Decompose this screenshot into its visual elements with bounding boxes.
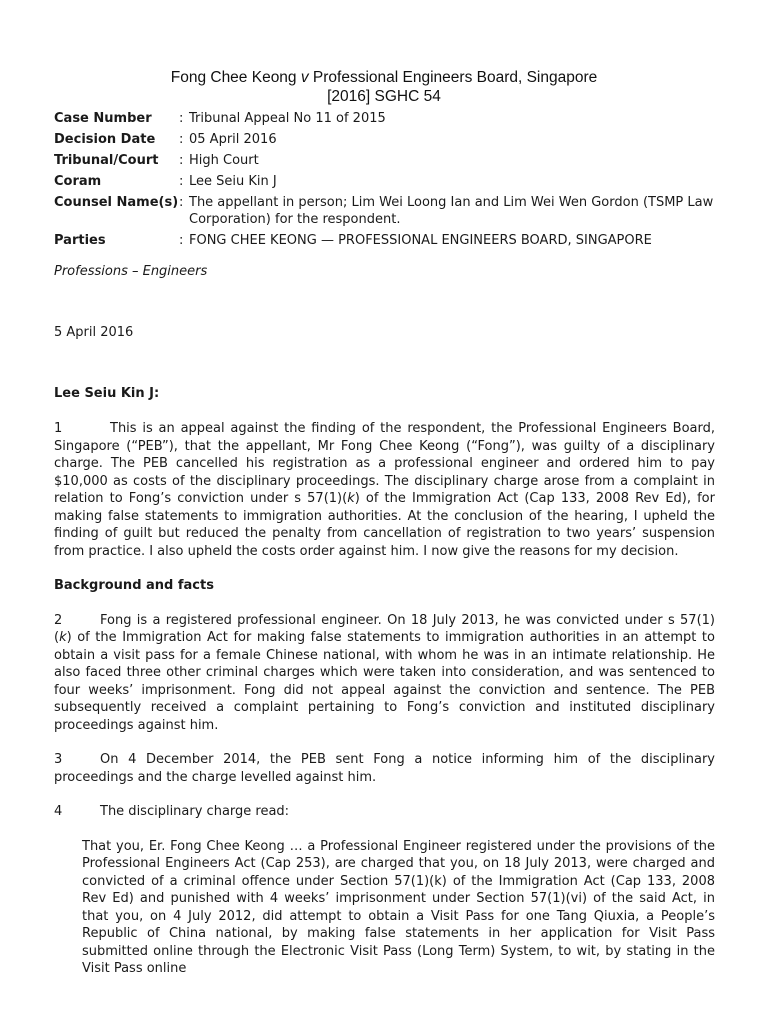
- judge-name: Lee Seiu Kin J:: [54, 386, 160, 401]
- case-metadata: [54, 110, 724, 253]
- paragraph-1: 1 This is an appeal against the finding of the respondent, the Professional Engineers Board, Singapore (“PEB”), that the appellant, Mr Fong Chee Keong (“Fong”), was guilty of a disciplinary charge. The PEB cancelled his registration as a professional engineer and ordered him to pay $10,000 as costs of the disciplinary proceedings. The disciplinary charge arose from a complaint in relation to Fong’s conviction under s 57(1)(k) of the Immigration Act (Cap 133, 2008 Rev Ed), for making false statements to immigration authorities. At the conclusion of the hearing, I upheld the finding of guilt but reduced the penalty from cancellation of registration to two years’ suspension from practice. I also upheld the costs order against him. I now give the reasons for my decision.: [54, 421, 715, 559]
- paragraph-4: 4 The disciplinary charge read:: [54, 804, 290, 819]
- charge-quote: That you, Er. Fong Chee Keong … a Professional Engineer registered under the provisions of the Professional Engineers Act (Cap 253), are charged that you, on 18 July 2013, were charged and convicted of a criminal offence under Section 57(1)(k) of the Immigration Act (Cap 133, 2008 Rev Ed) and punished with 4 weeks’ imprisonment under Section 57(1)(vi) of the said Act, in that you, on 4 July 2012, did attempt to obtain a Visit Pass for one Tang Qiuxia, a People’s Republic of China national, by making false statements in her application for Visit Pass submitted online through the Electronic Visit Pass (Long Term) System, to wit, by stating in the Visit Pass online: [82, 838, 715, 976]
- judgment-body: [54, 420, 715, 978]
- meta-row-coram: Coram : Lee Seiu Kin J: [54, 174, 277, 189]
- case-name: Fong Chee Keong v Professional Engineers Board, Singapore: [170, 69, 598, 86]
- judgment-date: 5 April 2016: [54, 325, 134, 340]
- paragraph-3: 3 On 4 December 2014, the PEB sent Fong a notice informing him of the disciplinary proceedings and the charge levelled against him.: [54, 752, 715, 785]
- case-citation: [2016] SGHC 54: [327, 88, 441, 105]
- section-heading: Background and facts: [54, 578, 214, 593]
- paragraph-2: 2 Fong is a registered professional engineer. On 18 July 2013, he was convicted under s 57(1)(k) of the Immigration Act for making false statements to immigration authorities in an attempt to obtain a visit pass for a female Chinese national, with whom he was in an intimate relationship. He also faced three other criminal charges which were taken into consideration, and was sentenced to four weeks’ imprisonment. Fong did not appeal against the conviction and sentence. The PEB subsequently received a complaint pertaining to Fong’s conviction and instituted disciplinary proceedings against him.: [54, 612, 715, 733]
- subject-catchword: Professions – Engineers: [54, 264, 208, 279]
- meta-row-counsel: Counsel Name(s) : The appellant in person; Lim Wei Loong Ian and Lim Wei Wen Gordon (TSMP Law Corporation) for the respondent.: [54, 195, 714, 227]
- case-title: [0, 68, 768, 106]
- meta-row-tribunal-court: Tribunal/Court : High Court: [54, 153, 259, 168]
- meta-row-parties: Parties : FONG CHEE KEONG — PROFESSIONAL ENGINEERS BOARD, SINGAPORE: [54, 233, 652, 248]
- meta-row-case-number: Case Number : Tribunal Appeal No 11 of 2015: [54, 111, 386, 126]
- meta-row-decision-date: Decision Date : 05 April 2016: [54, 132, 277, 147]
